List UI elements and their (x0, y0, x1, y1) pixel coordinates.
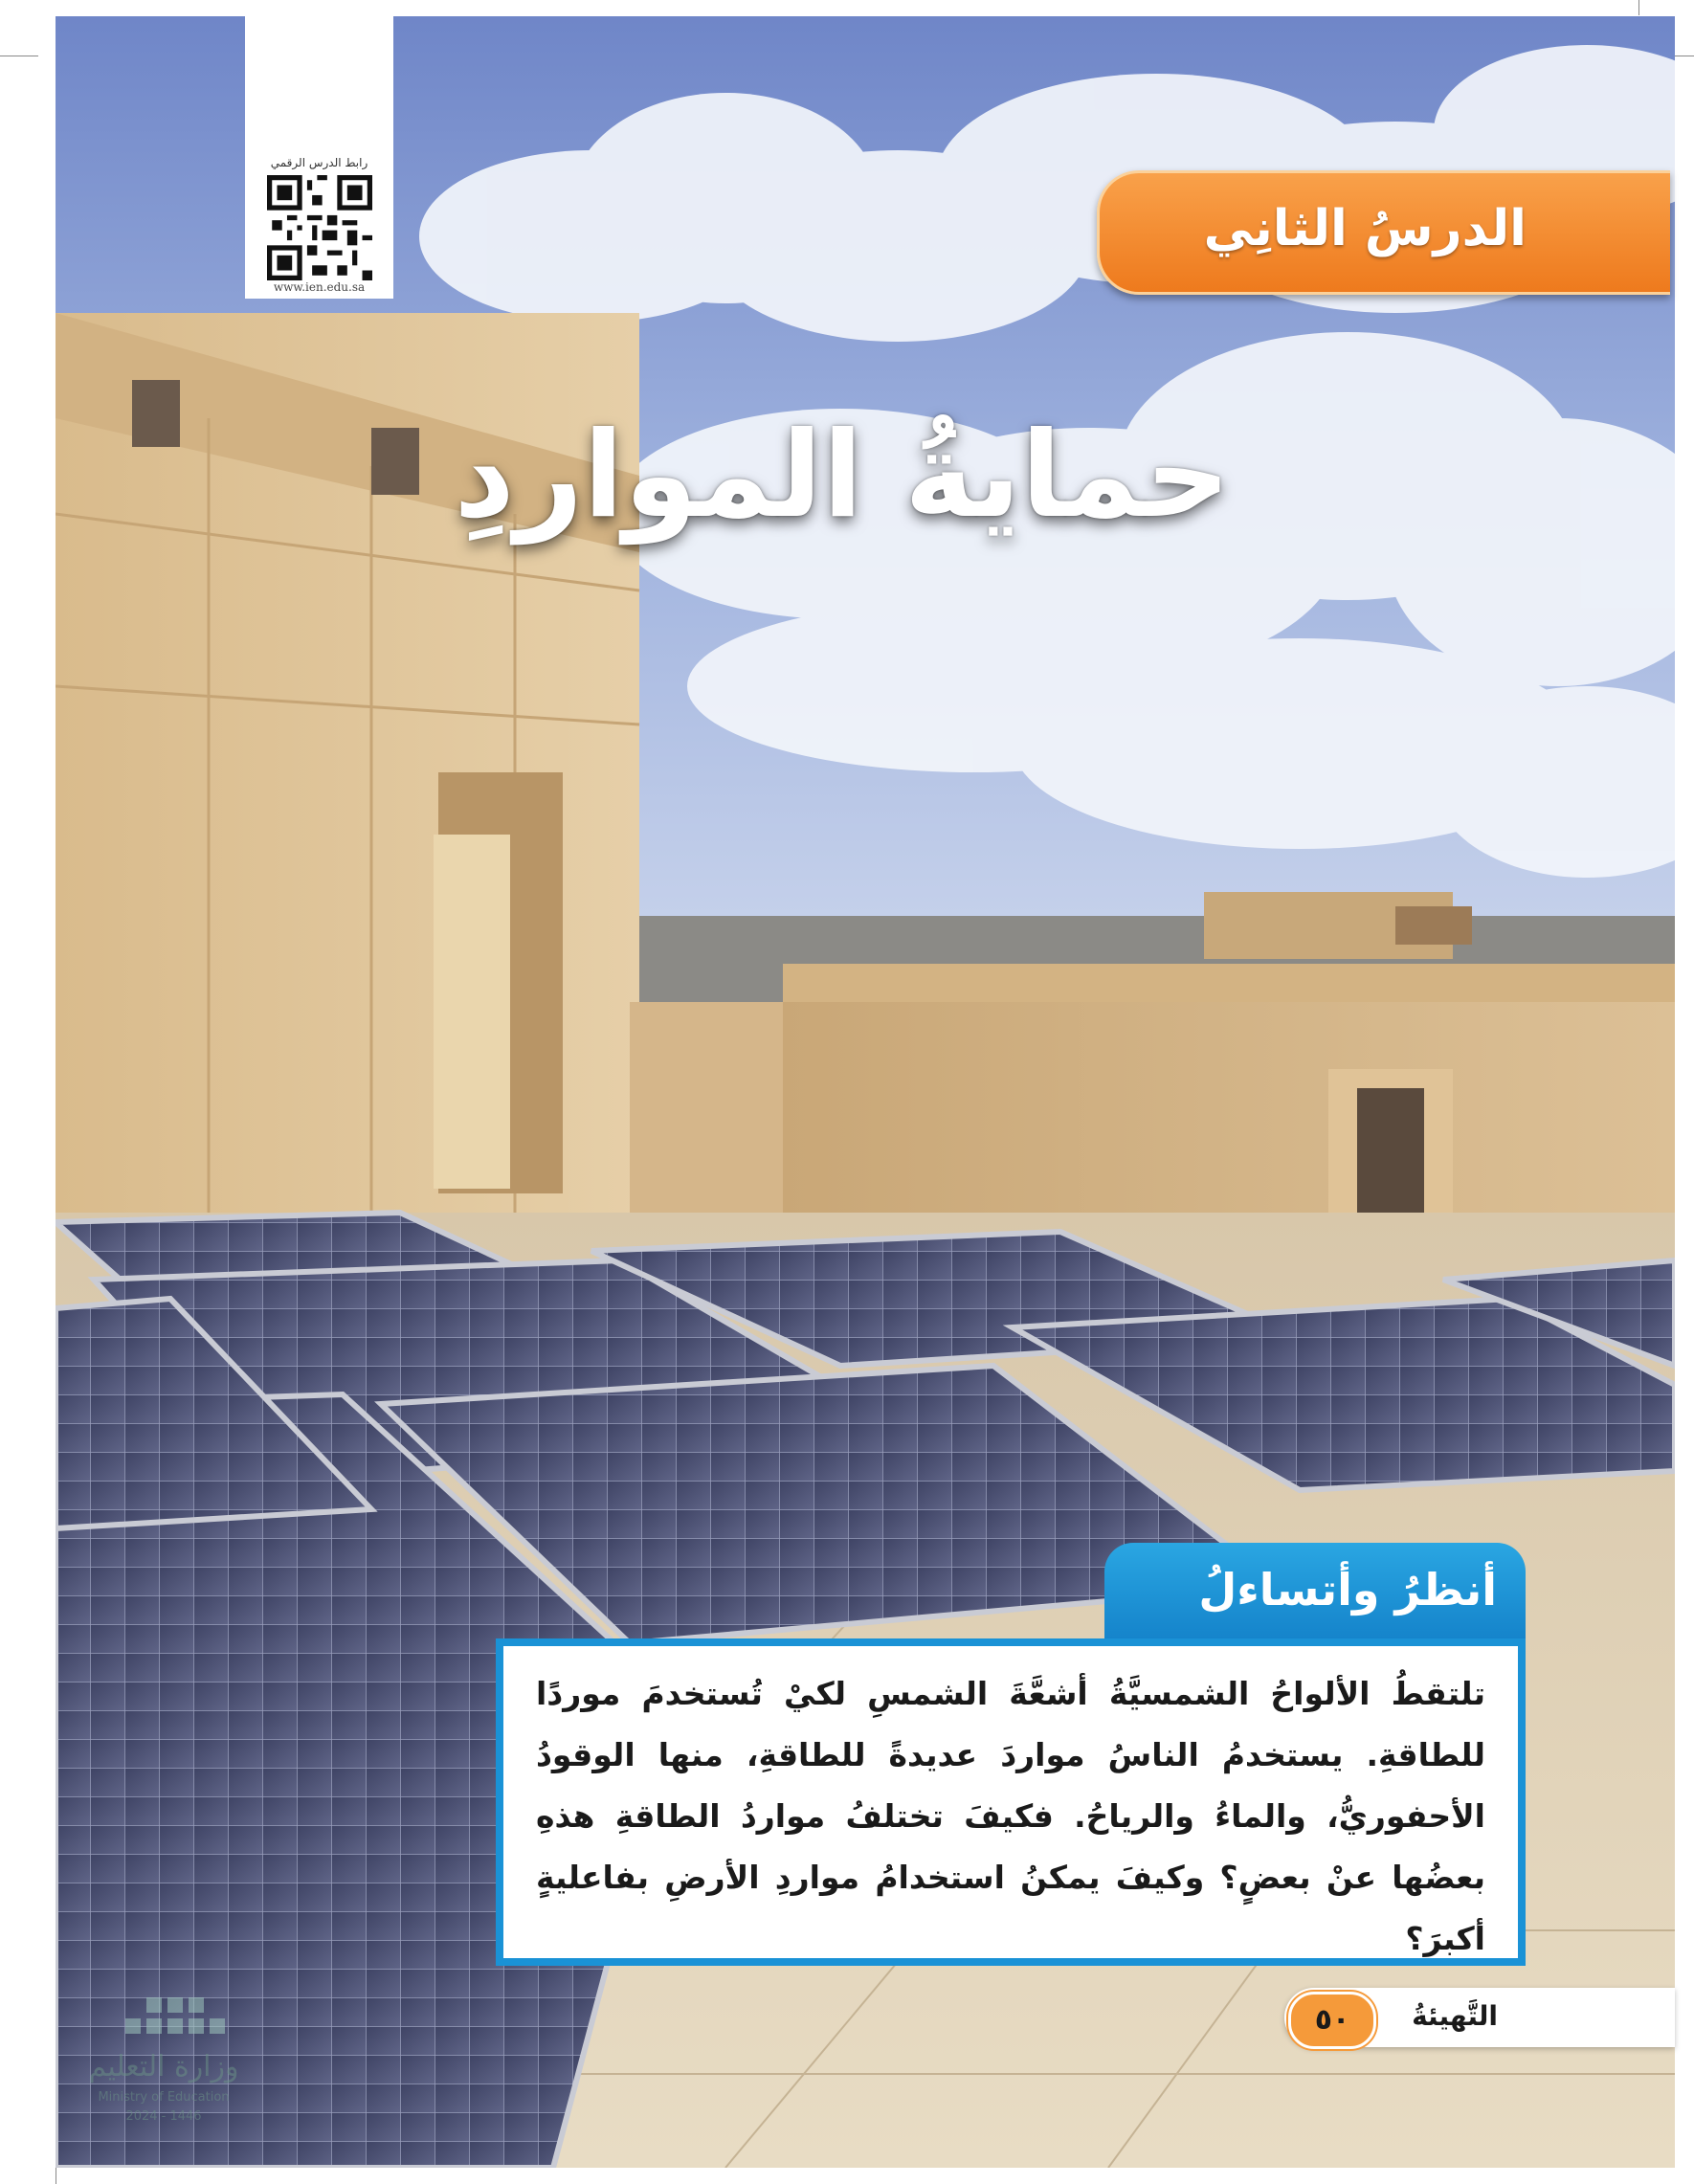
section-name: التَّهيئةُ (1412, 2000, 1498, 2032)
question-box (496, 1638, 1526, 1966)
question-heading-tab (1104, 1543, 1526, 1638)
page-number: ٥٠ (1314, 2003, 1350, 2037)
ministry-logo (73, 1983, 255, 2127)
crop-mark (1638, 0, 1639, 15)
lesson-tab-label: الدرسُ الثانِي (1203, 200, 1527, 257)
page-title: حمايةُ المواردِ (454, 407, 1231, 545)
qr-label: رابط الدرس الرقمي (270, 156, 368, 169)
ministry-name-en: Ministry of Education (98, 2090, 230, 2105)
lesson-tab (1097, 170, 1670, 295)
ministry-name-ar: وزارة التعليم (88, 2050, 239, 2084)
ministry-year: 2024 - 1446 (125, 2109, 202, 2124)
question-heading: أنظرُ وأتساءلُ (1198, 1564, 1497, 1616)
page-number-badge (1288, 1992, 1376, 2049)
question-body: تلتقطُ الألواحُ الشمسيَّةُ أشعَّةَ الشمسِ لكيْ تُستخدمَ موردًا للطاقةِ. يستخدمُ الناسُ مواردَ عديدةً للطاقةِ، منها الوقودُ الأحفوريُّ، والماءُ والرياحُ. فكيفَ تختلفُ مواردُ الطاقةِ هذهِ بعضُها عنْ بعضٍ؟ وكيفَ يمكنُ استخدامُ مواردِ الأرضِ بفاعليةٍ أكبرَ؟ (536, 1675, 1485, 1957)
qr-url[interactable]: www.ien.edu.sa (273, 280, 366, 294)
qr-card[interactable] (245, 16, 393, 299)
qr-code-icon[interactable] (267, 175, 372, 280)
